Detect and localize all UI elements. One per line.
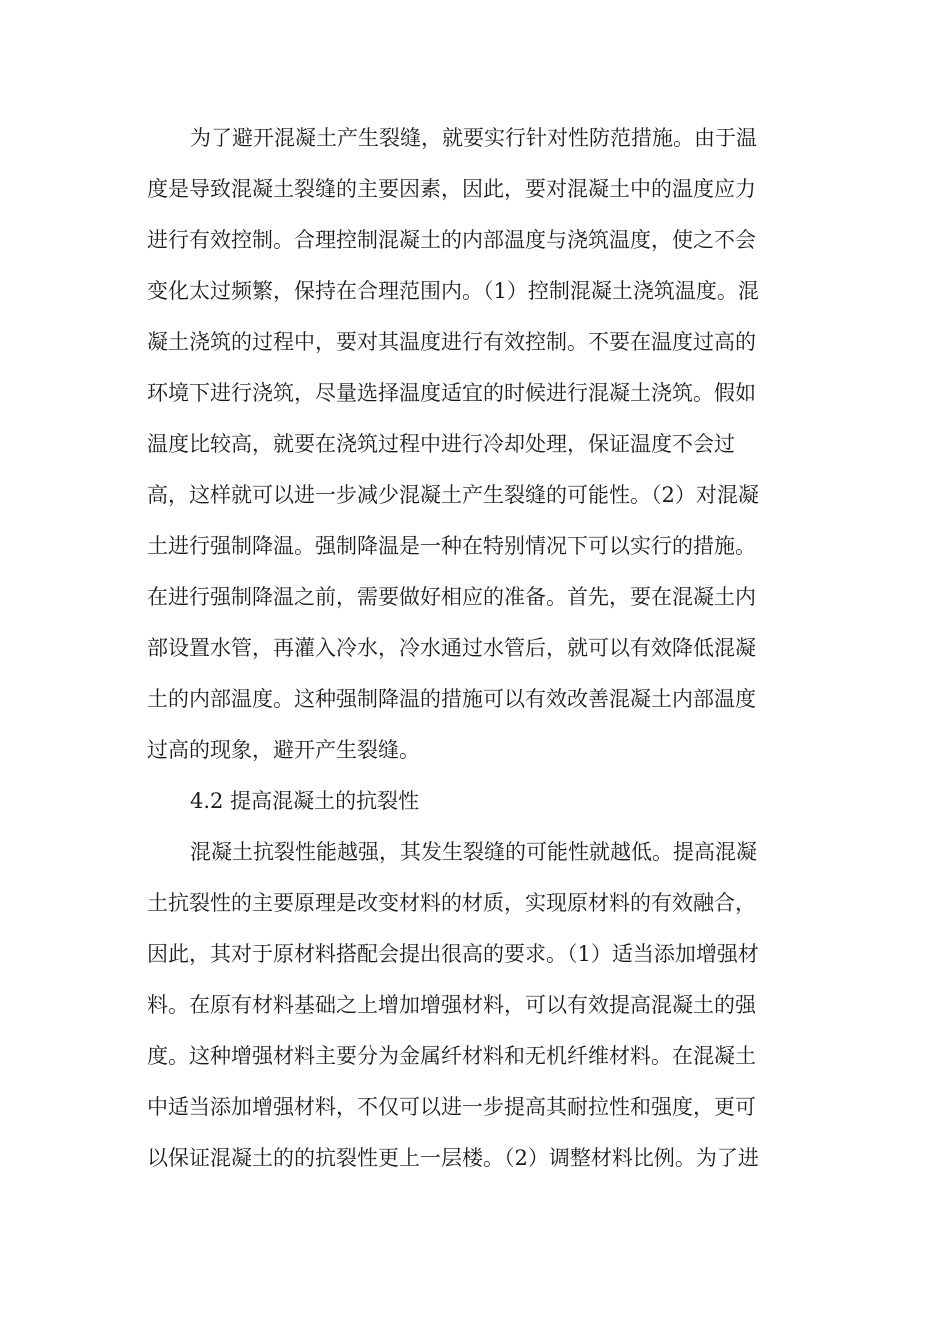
- paragraph-1-line-10: 在进行强制降温之前，需要做好相应的准备。首先，要在混凝土内: [147, 585, 756, 609]
- paragraph-1-line-9: 土进行强制降温。强制降温是一种在特别情况下可以实行的措施。: [147, 534, 756, 558]
- section-heading: 4.2 提高混凝土的抗裂性: [190, 789, 420, 813]
- paragraph-1-line-1: 为了避开混凝土产生裂缝，就要实行针对性防范措施。由于温: [190, 126, 757, 150]
- paragraph-2-line-1: 混凝土抗裂性能越强，其发生裂缝的可能性就越低。提高混凝: [190, 840, 757, 864]
- paragraph-2-line-7: 以保证混凝土的的抗裂性更上一层楼。（2）调整材料比例。为了进: [147, 1146, 759, 1170]
- paragraph-1-line-2: 度是导致混凝土裂缝的主要因素，因此，要对混凝土中的温度应力: [147, 177, 756, 201]
- paragraph-1-line-12: 土的内部温度。这种强制降温的措施可以有效改善混凝土内部温度: [147, 687, 756, 711]
- paragraph-1-line-3: 进行有效控制。合理控制混凝土的内部温度与浇筑温度，使之不会: [147, 228, 756, 252]
- paragraph-2-line-4: 料。在原有材料基础之上增加增强材料，可以有效提高混凝土的强: [147, 993, 756, 1017]
- paragraph-2-line-6: 中适当添加增强材料，不仅可以进一步提高其耐拉性和强度，更可: [147, 1095, 756, 1119]
- paragraph-2-line-2: 土抗裂性的主要原理是改变材料的材质，实现原材料的有效融合，: [147, 891, 756, 915]
- paragraph-2-line-5: 度。这种增强材料主要分为金属纤材料和无机纤维材料。在混凝土: [147, 1044, 756, 1068]
- paragraph-1-line-11: 部设置水管，再灌入冷水，冷水通过水管后，就可以有效降低混凝: [147, 636, 756, 660]
- paragraph-1-line-4: 变化太过频繁，保持在合理范围内。（1）控制混凝土浇筑温度。混: [147, 279, 759, 303]
- paragraph-1-line-6: 环境下进行浇筑，尽量选择温度适宜的时候进行混凝土浇筑。假如: [147, 381, 756, 405]
- paragraph-1-line-5: 凝土浇筑的过程中，要对其温度进行有效控制。不要在温度过高的: [147, 330, 756, 354]
- paragraph-1-line-13: 过高的现象，避开产生裂缝。: [147, 738, 420, 762]
- paragraph-1-line-8: 高，这样就可以进一步减少混凝土产生裂缝的可能性。（2）对混凝: [147, 483, 759, 507]
- paragraph-1-line-7: 温度比较高，就要在浇筑过程中进行冷却处理，保证温度不会过: [147, 432, 735, 456]
- paragraph-2-line-3: 因此，其对于原材料搭配会提出很高的要求。（1）适当添加增强材: [147, 942, 759, 966]
